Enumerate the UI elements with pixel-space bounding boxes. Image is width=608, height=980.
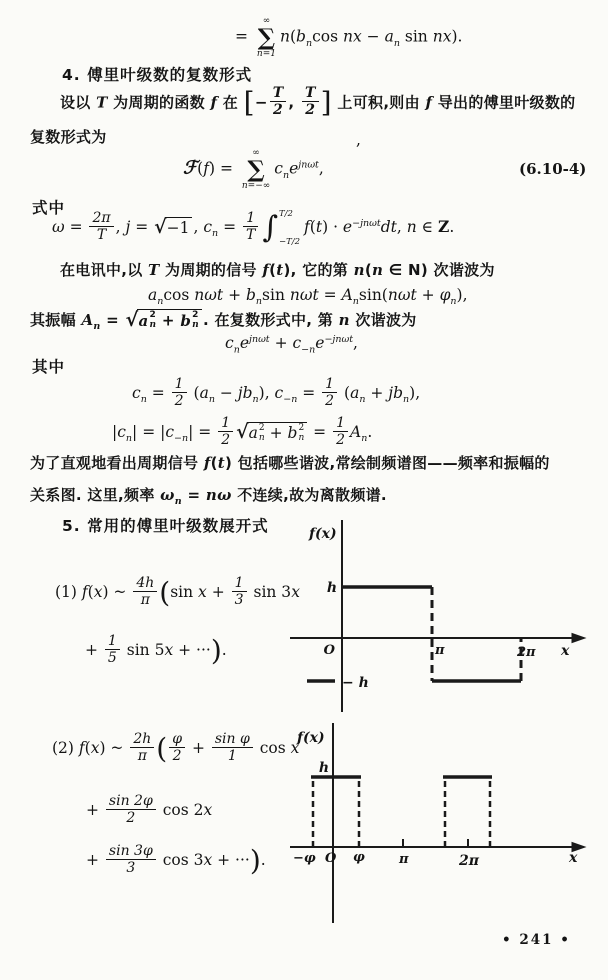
- minus-phi-label: −φ: [293, 851, 316, 866]
- y-axis-label: f(x): [297, 730, 325, 746]
- x-axis-label: x: [569, 850, 578, 866]
- two-pi-label: 2π: [459, 853, 479, 869]
- comma-artifact: ,: [356, 131, 361, 149]
- two-pi-label: 2π: [517, 645, 536, 660]
- cn-coefficients-formula: $c_n$ = $\frac{1}{2}$ $(a_n - jb_n)$, $c_{-n}$ = $\frac{1}{2}$ $(a_n + jb_n)$,: [132, 376, 421, 410]
- origin-label: O: [325, 851, 337, 866]
- expansion2-line3: + $\frac{\sin 3\varphi}{3}$ cos 3x + ···).: [86, 843, 266, 877]
- among-which-label: 其中: [32, 358, 66, 376]
- expansion2-line1: (2) f(x) ~ $\frac{2h}{\pi}$ ( $\frac{\varphi}{2}$ + $\frac{\text{sin φ}}{1}$ cos x: [52, 731, 300, 765]
- setup-paragraph-line1: 设以 T 为周期的函数 f 在 [− $\frac{T}{2}$ , $\frac{T}{2}$ ] 上可积,则由 f 导出的傅里叶级数的: [60, 85, 576, 119]
- harmonic-formula: $a_n\cos$ $n\omega t + b_n\sin$ $n\omega t = A_n\sin(n\omega t + \varphi_n)$,: [148, 286, 468, 308]
- telecom-paragraph: 在电讯中,以 T 为周期的信号 f(t), 它的第 n(n ∈ N) 次谐波为: [60, 261, 495, 279]
- x-axis-arrow-icon: [572, 634, 585, 643]
- expansion2-line2: + $\frac{\sin 2\varphi}{2}$ cos 2x: [86, 793, 213, 827]
- expansion1-line2: + $\frac{1}{5}$ sin 5x + ···).: [85, 633, 227, 667]
- x-axis-label: x: [561, 643, 570, 659]
- minus-h-label: − h: [342, 675, 369, 691]
- origin-label: O: [323, 643, 335, 658]
- complex-harmonic-formula: $c_ne^{jn\omega t} + c_{-n}e^{-jn\omega t}$,: [225, 334, 358, 356]
- square-wave-plot: [285, 512, 605, 717]
- h-label: h: [326, 580, 337, 596]
- h-label: h: [318, 760, 329, 776]
- section4-heading: 4. 傅里叶级数的复数形式: [62, 66, 253, 84]
- expansion1-line1: (1) f(x) ~ $\frac{4h}{\pi}$ (sin x + $\frac{1}{3}$ sin 3x: [55, 575, 300, 609]
- pi-label: π: [435, 643, 445, 658]
- equation-number: (6.10-4): [519, 160, 587, 178]
- spectrum-paragraph-line1: 为了直观地看出周期信号 f(t) 包括哪些谐波,常绘制频谱图——频率和振幅的: [30, 454, 550, 472]
- y-axis-label: f(x): [309, 526, 337, 542]
- where-label: 式中: [32, 199, 66, 217]
- setup-paragraph-line2: 复数形式为: [30, 128, 107, 146]
- phi-label: φ: [353, 850, 365, 865]
- pi-label: π: [399, 852, 409, 867]
- pulse-train-plot: [285, 718, 605, 953]
- section5-heading: 5. 常用的傅里叶级数展开式: [62, 517, 269, 535]
- cn-modulus-formula: $|c_n| = |c_{-n}|$ = $\frac{1}{2}$ √ a 2 n + b 2 n = $\frac{1}{2}$ $A_n$.: [112, 415, 373, 449]
- coefficient-formula: ω = $\frac{2\pi}{T}$ , j = √−1 , $c_n$ = $\frac{1}{T}$ ∫ T/2 −T/2 $f(t) \cdot e^{-jn\omega t}dt$, n ∈ Z.: [52, 209, 455, 247]
- fourier-complex-series-formula: ℱ(f) = ∞ ∑ n=−∞ $c_ne^{jn\omega t}$,: [183, 148, 324, 191]
- top-continuation-formula: = ∞ ∑ n=1 $n(b_n\cos$ nx − $a_n$ sin nx).: [235, 16, 463, 59]
- spectrum-paragraph-line2: 关系图. 这里,频率 $\omega_n = n\omega$ 不连续,故为离散频谱.: [30, 486, 387, 507]
- amplitude-paragraph: 其振幅 $A_n$ = √ a 2 n + b 2 n . 在复数形式中, 第 n 次谐波为: [30, 309, 417, 332]
- page-number: • 241 •: [502, 932, 571, 948]
